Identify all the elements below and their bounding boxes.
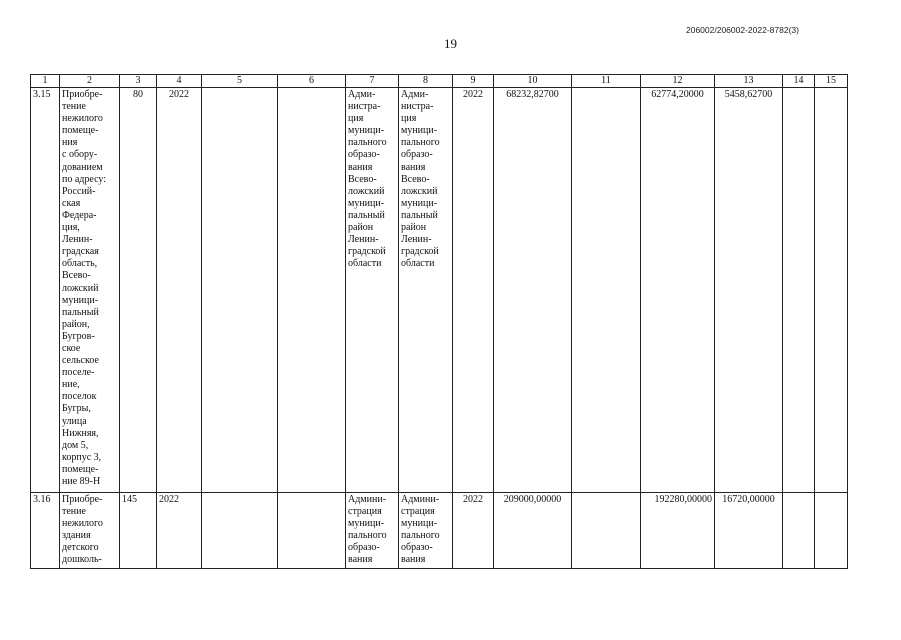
item-name-cell: Приобре- тение нежилого помеще- ния с обору- дованием по адресу: Россий- ская Федера- ция, Ленин- градская область, Всево- ложский муници- пальный район, Бугров- ское сельское поселе- ние, поселок Бугры, улица Нижняя, дом 5, корпус 3, помеще- ние 89-Н	[60, 88, 120, 493]
row-number-cell: 3.16	[31, 493, 60, 569]
cell-col-5	[202, 493, 278, 569]
column-header: 10	[494, 75, 572, 88]
cell-col-5	[202, 88, 278, 493]
cell-col-14	[783, 88, 815, 493]
page-number: 19	[444, 36, 457, 51]
column-header: 4	[157, 75, 202, 88]
column-header: 6	[278, 75, 346, 88]
budget-table	[30, 74, 848, 569]
cell-col-12: 62774,20000	[641, 88, 715, 493]
item-name-cell: Приобре- тение нежилого здания детского дошколь-	[60, 493, 120, 569]
cell-col-4: 2022	[157, 88, 202, 493]
cell-col-10: 209000,00000	[494, 493, 572, 569]
cell-col-6	[278, 493, 346, 569]
cell-col-13: 16720,00000	[715, 493, 783, 569]
column-header: 15	[815, 75, 848, 88]
cell-col-7: Адми- нистра- ция муници- пального образо- вания Всево- ложский муници- пальный район Ленин- градской области	[346, 88, 399, 493]
column-header: 11	[572, 75, 641, 88]
cell-col-4: 2022	[157, 493, 202, 569]
column-header: 1	[31, 75, 60, 88]
cell-col-15	[815, 88, 848, 493]
cell-col-11	[572, 88, 641, 493]
cell-col-3: 145	[120, 493, 157, 569]
cell-col-15	[815, 493, 848, 569]
cell-col-7: Админи- страция муници- пального образо- вания	[346, 493, 399, 569]
column-header: 12	[641, 75, 715, 88]
cell-col-3: 80	[120, 88, 157, 493]
cell-col-14	[783, 493, 815, 569]
table-row	[31, 88, 848, 493]
cell-col-9: 2022	[453, 88, 494, 493]
column-header: 14	[783, 75, 815, 88]
cell-col-12: 192280,00000	[641, 493, 715, 569]
table-row	[31, 493, 848, 569]
column-header: 5	[202, 75, 278, 88]
column-header: 7	[346, 75, 399, 88]
cell-col-8: Админи- страция муници- пального образо- вания	[399, 493, 453, 569]
document-id: 206002/206002-2022-8782(3)	[686, 25, 799, 35]
cell-col-11	[572, 493, 641, 569]
cell-col-8: Адми- нистра- ция муници- пального образо- вания Всево- ложский муници- пальный район Ленин- градской области	[399, 88, 453, 493]
row-number-cell: 3.15	[31, 88, 60, 493]
column-header: 13	[715, 75, 783, 88]
cell-col-9: 2022	[453, 493, 494, 569]
column-header: 3	[120, 75, 157, 88]
cell-col-13: 5458,62700	[715, 88, 783, 493]
column-number-row	[31, 75, 848, 88]
column-header: 2	[60, 75, 120, 88]
column-header: 8	[399, 75, 453, 88]
column-header: 9	[453, 75, 494, 88]
cell-col-10: 68232,82700	[494, 88, 572, 493]
cell-col-6	[278, 88, 346, 493]
